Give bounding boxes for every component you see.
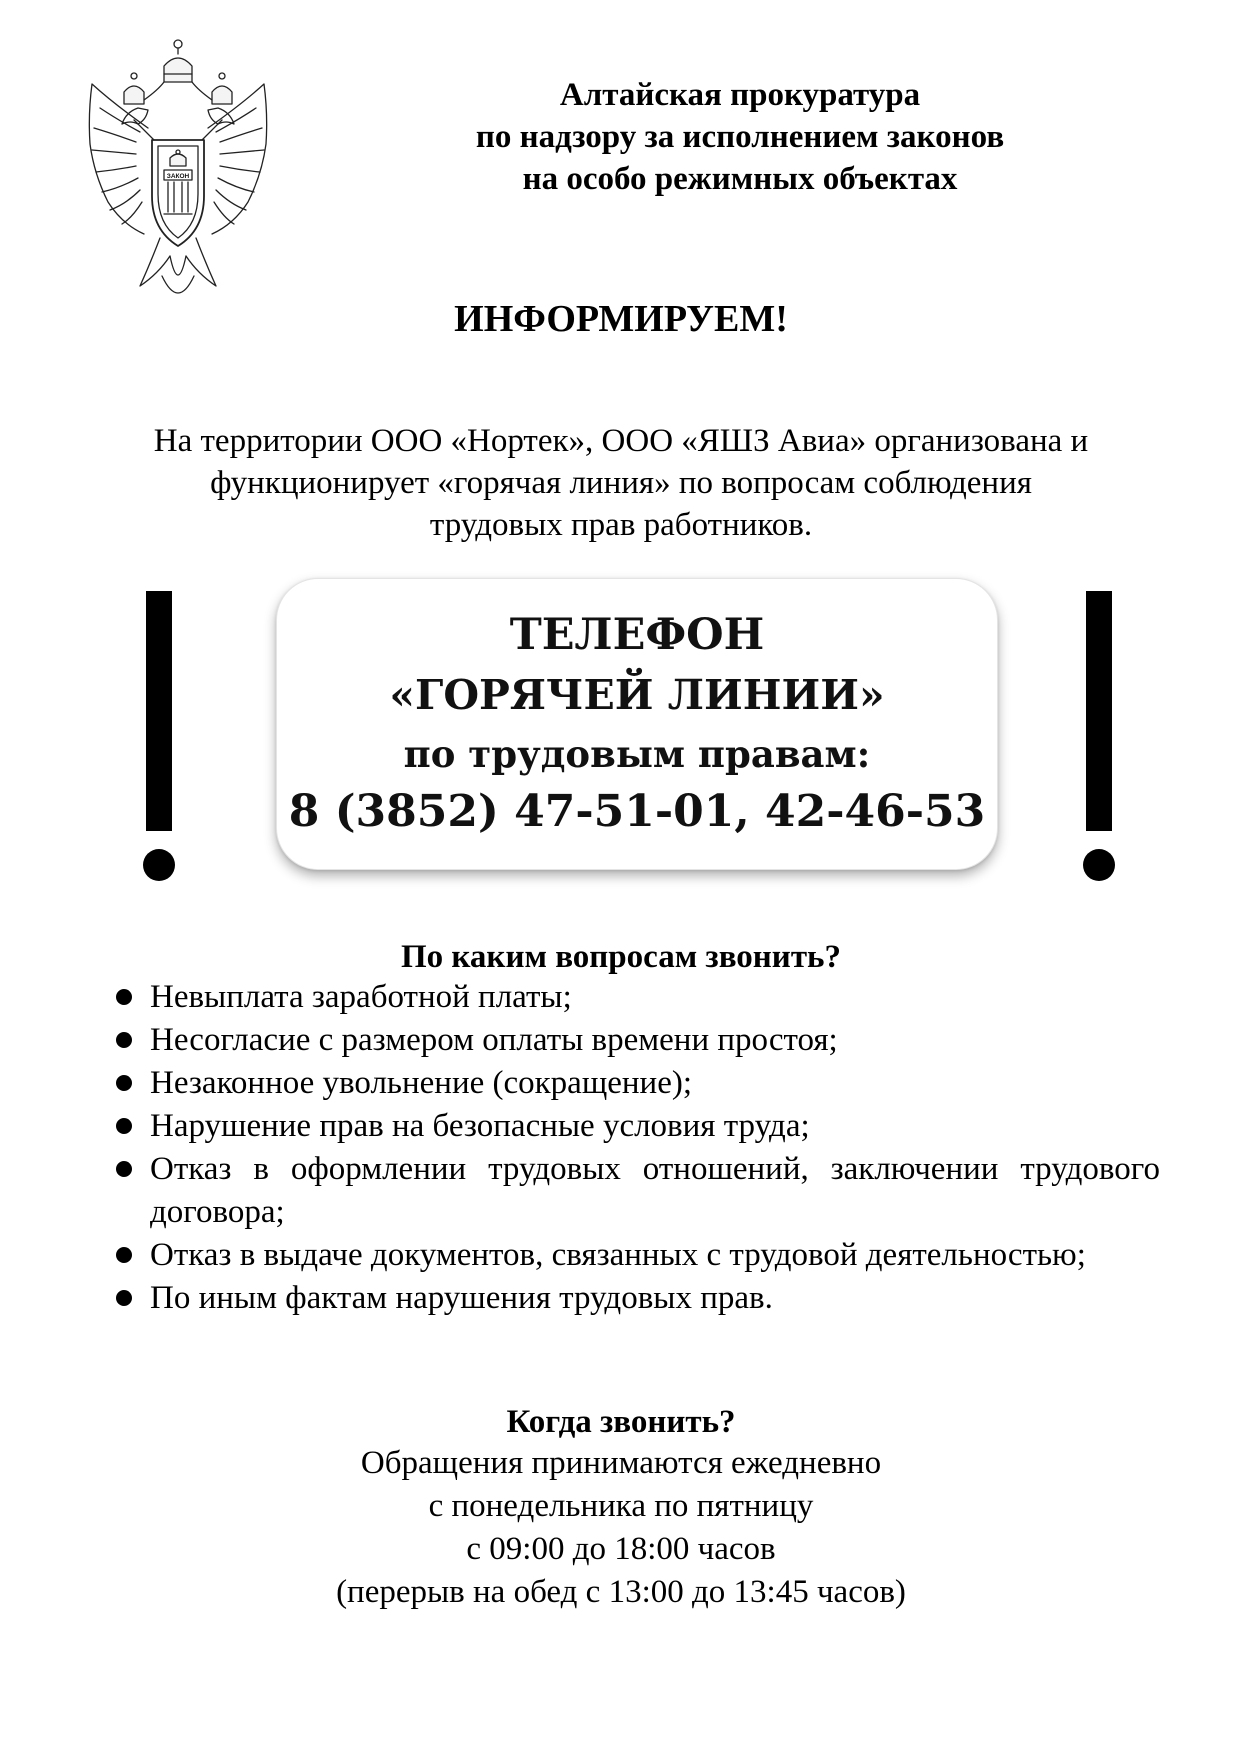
questions-list [112, 976, 1160, 1320]
intro-line-2: функционирует «горячая линия» по вопросам соблюдения [210, 465, 1032, 501]
announce-heading: ИНФОРМИРУЕМ! [454, 298, 788, 340]
list-item [112, 1234, 1160, 1277]
hotline-subtitle: «ГОРЯЧЕЙ ЛИНИИ» [389, 671, 885, 719]
list-item-text: По иным фактам нарушения трудовых прав. [150, 1280, 773, 1316]
list-item [112, 1062, 1160, 1105]
list-item [112, 1148, 1160, 1234]
list-item [112, 1105, 1160, 1148]
schedule-title: Когда звонить? [506, 1404, 736, 1440]
questions-title: По каким вопросам звонить? [401, 939, 841, 975]
list-item-text: Невыплата заработной платы; [150, 979, 572, 1015]
bullet-icon [116, 1247, 132, 1263]
bullet-icon [116, 1290, 132, 1306]
org-line-2: по надзору за исполнением законов [475, 119, 1005, 155]
bullet-icon [116, 1032, 132, 1048]
bullet-icon [116, 989, 132, 1005]
org-line-3: на особо режимных объектах [522, 161, 958, 197]
list-item [112, 1019, 1160, 1062]
list-item-text: Отказ в выдаче документов, связанных с трудовой деятельностью; [150, 1237, 1086, 1273]
list-item-text: Незаконное увольнение (сокращение); [150, 1065, 693, 1101]
schedule-line-3: с 09:00 до 18:00 часов [466, 1531, 776, 1567]
hotline-phone-numbers: 8 (3852) 47-51-01, 42-46-53 [288, 786, 986, 837]
organization-header [380, 74, 1100, 200]
list-item-text: Нарушение прав на безопасные условия труда; [150, 1108, 810, 1144]
schedule-line-1: Обращения принимаются ежедневно [360, 1445, 882, 1481]
hotline-phone-box [276, 578, 998, 870]
list-item-text: Отказ в оформлении трудовых отношений, заключении трудового договора; [150, 1151, 1160, 1230]
list-item [112, 976, 1160, 1019]
list-item [112, 1277, 1160, 1320]
emblem-label: ЗАКОН [166, 173, 190, 180]
schedule-line-4: (перерыв на обед с 13:00 до 13:45 часов) [336, 1574, 906, 1610]
prosecutor-eagle-emblem-icon [78, 24, 278, 319]
schedule-line-2: с понедельника по пятницу [428, 1488, 814, 1524]
intro-line-3: трудовых прав работников. [429, 507, 813, 543]
exclamation-left-icon [143, 591, 175, 881]
intro-paragraph [50, 420, 1192, 546]
org-line-1: Алтайская прокуратура [559, 77, 921, 113]
exclamation-right-icon [1083, 591, 1115, 881]
hotline-title: ТЕЛЕФОН [509, 610, 765, 660]
bullet-icon [116, 1075, 132, 1091]
schedule-block [0, 1442, 1242, 1614]
list-item-text: Несогласие с размером оплаты времени простоя; [150, 1022, 838, 1058]
intro-line-1: На территории ООО «Нортек», ООО «ЯШЗ Авиа» организована и [153, 423, 1089, 459]
hotline-topic: по трудовым правам: [403, 732, 871, 776]
bullet-icon [116, 1118, 132, 1134]
bullet-icon [116, 1161, 132, 1177]
